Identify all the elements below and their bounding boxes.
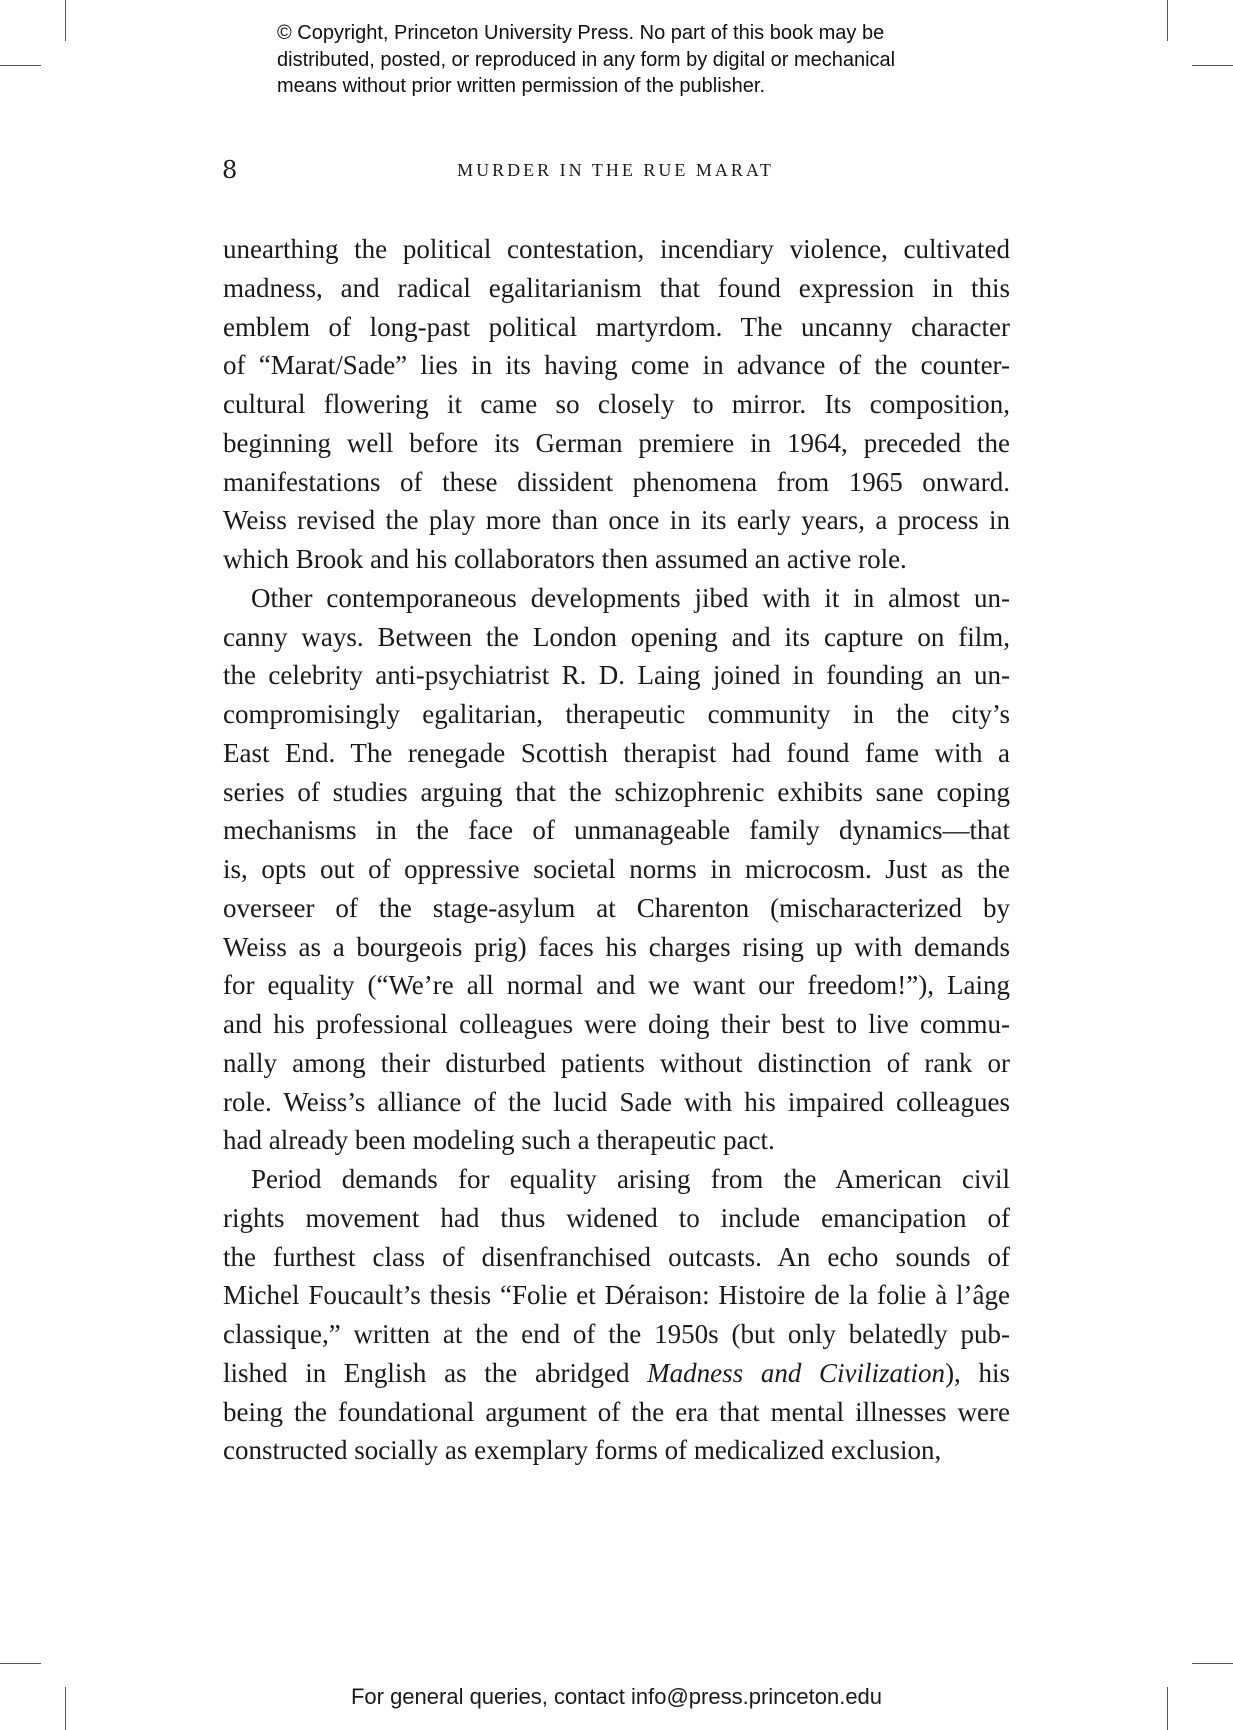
text-line: role. Weiss’s alliance of the lucid Sade with his impaired colleagues bbox=[223, 1086, 1010, 1117]
running-title: MURDER IN THE RUE MARAT bbox=[457, 160, 774, 180]
text-line: Other contemporaneous developments jibed with it in almost un- bbox=[251, 582, 1010, 613]
crop-mark bbox=[0, 65, 41, 66]
crop-mark bbox=[1167, 0, 1168, 41]
text-line: East End. The renegade Scottish therapist had found fame with a bbox=[223, 737, 1010, 768]
copyright-notice bbox=[277, 20, 895, 100]
text-segment: lished in English as the abridged bbox=[223, 1357, 648, 1388]
text-line: cultural flowering it came so closely to mirror. Its composition, bbox=[223, 389, 1010, 419]
italic-title: Madness and Civilization bbox=[647, 1357, 946, 1388]
crop-mark bbox=[0, 1663, 41, 1664]
text-segment: ), his bbox=[945, 1357, 1011, 1388]
text-line: constructed socially as exemplary forms of medicalized exclusion, bbox=[223, 1435, 942, 1466]
text-line: classique,” written at the end of the 1950s (but only belatedly pub- bbox=[223, 1319, 1010, 1349]
text-line: the furthest class of disenfranchised outcasts. An echo sounds of bbox=[223, 1241, 1010, 1272]
paragraph bbox=[223, 579, 1010, 1160]
text-line: and his professional colleagues were doing their best to live commu- bbox=[223, 1009, 1010, 1039]
text-line: series of studies arguing that the schizophrenic exhibits sane coping bbox=[223, 776, 1010, 807]
text-line: mechanisms in the face of unmanageable family dynamics—that bbox=[223, 815, 1010, 846]
text-line: beginning well before its German premiere in 1964, preceded the bbox=[223, 427, 1010, 458]
text-line: for equality (“We’re all normal and we want our freedom!”), Laing bbox=[223, 970, 1010, 1001]
text-line: which Brook and his collaborators then assumed an active role. bbox=[223, 544, 907, 574]
paragraph bbox=[223, 230, 1010, 579]
page-number: 8 bbox=[222, 156, 238, 184]
crop-mark bbox=[65, 0, 66, 41]
notice-line: © Copyright, Princeton University Press. No part of this book may be bbox=[277, 22, 885, 44]
text-line: Weiss as a bourgeois prig) faces his charges rising up with demands bbox=[223, 931, 1010, 962]
paragraph bbox=[223, 1160, 1010, 1470]
text-line: the celebrity anti-psychiatrist R. D. Laing joined in founding an un- bbox=[223, 660, 1010, 691]
text-line: Michel Foucault’s thesis “Folie et Déraison: Histoire de la folie à l’âge bbox=[223, 1280, 1010, 1311]
text-line: is, opts out of oppressive societal norms in microcosm. Just as the bbox=[223, 854, 1010, 884]
crop-mark bbox=[1192, 65, 1233, 66]
notice-line: distributed, posted, or reproduced in any form by digital or mechanical bbox=[277, 48, 896, 71]
text-line: emblem of long-past political martyrdom. The uncanny character bbox=[223, 311, 1010, 342]
body-text bbox=[223, 230, 1010, 1470]
text-line: Weiss revised the play more than once in its early years, a process in bbox=[223, 505, 1010, 536]
text-line: of “Marat/Sade” lies in its having come in advance of the counter- bbox=[223, 350, 1010, 381]
text-line bbox=[223, 1354, 1010, 1393]
text-line: nally among their disturbed patients without distinction of rank or bbox=[223, 1047, 1010, 1078]
text-line: compromisingly egalitarian, therapeutic community in the city’s bbox=[223, 699, 1010, 729]
text-line: overseer of the stage-asylum at Charenton (mischaracterized by bbox=[223, 892, 1010, 923]
text-line: had already been modeling such a therapeutic pact. bbox=[223, 1125, 775, 1156]
text-line: being the foundational argument of the era that mental illnesses were bbox=[223, 1396, 1010, 1427]
text-line: unearthing the political contestation, incendiary violence, cultivated bbox=[223, 234, 1010, 264]
notice-line: means without prior written permission of the publisher. bbox=[277, 75, 766, 97]
text-line: Period demands for equality arising from the American civil bbox=[251, 1164, 1010, 1194]
crop-mark bbox=[1192, 1663, 1233, 1664]
text-line: madness, and radical egalitarianism that found expression in this bbox=[223, 272, 1010, 303]
footer-contact: For general queries, contact info@press.princeton.edu bbox=[350, 1684, 883, 1709]
text-line: canny ways. Between the London opening and its capture on film, bbox=[223, 621, 1010, 652]
running-head bbox=[0, 160, 1233, 181]
text-line: rights movement had thus widened to include emancipation of bbox=[223, 1202, 1010, 1233]
text-line: manifestations of these dissident phenomena from 1965 onward. bbox=[223, 466, 1010, 497]
